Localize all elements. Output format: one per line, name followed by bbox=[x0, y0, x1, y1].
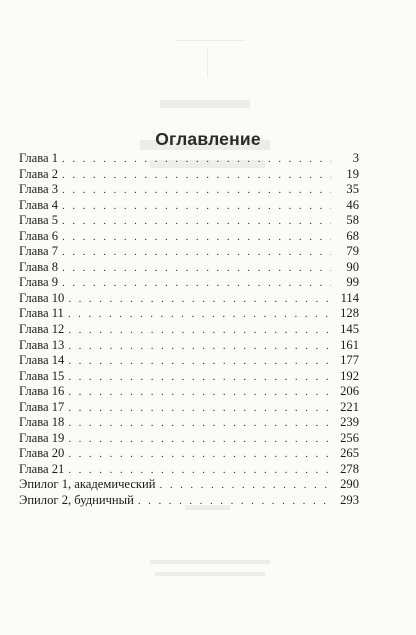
toc-entry-label: Глава 14 bbox=[19, 353, 65, 368]
page-title: Оглавление bbox=[155, 128, 261, 149]
toc-entry-label: Глава 12 bbox=[19, 322, 65, 337]
toc-entry-page-number: 3 bbox=[352, 151, 359, 165]
toc-entry-label: Глава 2 bbox=[19, 166, 59, 181]
toc-entry-page-number: 290 bbox=[340, 477, 359, 492]
table-of-contents bbox=[19, 151, 359, 509]
toc-entry bbox=[19, 260, 359, 276]
toc-entry-page-number: 19 bbox=[346, 166, 359, 181]
toc-entry bbox=[19, 229, 359, 245]
toc-entry-page-number: 35 bbox=[346, 182, 359, 197]
dot-leader bbox=[62, 230, 331, 246]
toc-entry-label: Эпилог 2, будничный bbox=[19, 493, 134, 508]
toc-entry bbox=[19, 182, 359, 198]
toc-entry-page-number: 145 bbox=[340, 322, 359, 337]
toc-entry bbox=[19, 322, 359, 338]
toc-entry-label: Глава 8 bbox=[19, 259, 59, 274]
dot-leader bbox=[62, 152, 331, 168]
toc-entry-label: Глава 3 bbox=[19, 182, 59, 197]
toc-entry-label: Глава 6 bbox=[19, 228, 59, 243]
dot-leader bbox=[68, 292, 331, 308]
dot-leader bbox=[62, 276, 331, 292]
toc-entry bbox=[19, 275, 359, 291]
toc-entry-label: Глава 11 bbox=[19, 306, 64, 321]
toc-entry bbox=[19, 213, 359, 229]
toc-entry bbox=[19, 431, 359, 447]
toc-entry-label: Эпилог 1, академический bbox=[19, 477, 156, 492]
toc-entry-page-number: 46 bbox=[346, 197, 359, 212]
dot-leader bbox=[68, 339, 331, 355]
dot-leader bbox=[68, 323, 331, 339]
toc-entry-label: Глава 4 bbox=[19, 197, 59, 212]
toc-entry-page-number: 128 bbox=[340, 306, 359, 321]
bleed-through-mark bbox=[160, 100, 250, 108]
toc-entry bbox=[19, 446, 359, 462]
toc-entry-page-number: 239 bbox=[340, 415, 359, 430]
toc-entry-page-number: 265 bbox=[340, 446, 359, 461]
dot-leader bbox=[62, 199, 331, 215]
toc-entry-label: Глава 9 bbox=[19, 275, 59, 290]
dot-leader bbox=[62, 183, 331, 199]
dot-leader bbox=[68, 463, 331, 479]
toc-entry-label: Глава 1 bbox=[19, 151, 59, 165]
bleed-through-mark bbox=[155, 572, 265, 576]
bleed-through-mark bbox=[150, 560, 270, 564]
toc-entry-label: Глава 15 bbox=[19, 368, 65, 383]
toc-entry-label: Глава 16 bbox=[19, 384, 65, 399]
toc-entry-page-number: 58 bbox=[346, 213, 359, 228]
toc-entry-page-number: 221 bbox=[340, 399, 359, 414]
toc-entry-page-number: 192 bbox=[340, 368, 359, 383]
toc-entry-page-number: 177 bbox=[340, 353, 359, 368]
toc-entry bbox=[19, 400, 359, 416]
dot-leader bbox=[62, 168, 331, 184]
toc-entry bbox=[19, 369, 359, 385]
toc-entry-label: Глава 18 bbox=[19, 415, 65, 430]
toc-entry-page-number: 79 bbox=[346, 244, 359, 259]
toc-entry bbox=[19, 244, 359, 260]
toc-entry-label: Глава 5 bbox=[19, 213, 59, 228]
dot-leader bbox=[68, 401, 331, 417]
dot-leader bbox=[68, 416, 331, 432]
toc-entry-label: Глава 21 bbox=[19, 461, 65, 476]
toc-entry bbox=[19, 415, 359, 431]
dot-leader bbox=[68, 447, 331, 463]
toc-entry-page-number: 161 bbox=[340, 337, 359, 352]
dot-leader bbox=[138, 494, 331, 510]
dot-leader bbox=[68, 370, 331, 386]
bleed-through-mark bbox=[207, 48, 208, 78]
toc-entry bbox=[19, 462, 359, 478]
toc-entry-page-number: 206 bbox=[340, 384, 359, 399]
dot-leader bbox=[62, 214, 331, 230]
toc-entry bbox=[19, 477, 359, 493]
dot-leader bbox=[62, 245, 331, 261]
dot-leader bbox=[68, 385, 331, 401]
toc-entry bbox=[19, 198, 359, 214]
toc-entry-page-number: 114 bbox=[340, 290, 359, 305]
dot-leader bbox=[68, 307, 331, 323]
toc-entry-page-number: 90 bbox=[346, 259, 359, 274]
toc-entry-label: Глава 19 bbox=[19, 430, 65, 445]
toc-entry-label: Глава 20 bbox=[19, 446, 65, 461]
toc-entry-label: Глава 13 bbox=[19, 337, 65, 352]
toc-entry-page-number: 278 bbox=[340, 461, 359, 476]
dot-leader bbox=[68, 354, 331, 370]
toc-entry bbox=[19, 353, 359, 369]
toc-entry bbox=[19, 493, 359, 509]
toc-entry-label: Глава 17 bbox=[19, 399, 65, 414]
dot-leader bbox=[62, 261, 331, 277]
toc-entry-label: Глава 7 bbox=[19, 244, 59, 259]
toc-entry bbox=[19, 291, 359, 307]
toc-entry bbox=[19, 384, 359, 400]
toc-entry-page-number: 293 bbox=[340, 493, 359, 508]
dot-leader bbox=[160, 478, 331, 494]
dot-leader bbox=[68, 432, 331, 448]
toc-entry-page-number: 256 bbox=[340, 430, 359, 445]
bleed-through-mark bbox=[175, 40, 245, 41]
toc-entry-page-number: 99 bbox=[346, 275, 359, 290]
toc-entry-page-number: 68 bbox=[346, 228, 359, 243]
toc-entry-label: Глава 10 bbox=[19, 290, 65, 305]
toc-entry bbox=[19, 338, 359, 354]
toc-entry bbox=[19, 151, 359, 167]
toc-entry bbox=[19, 167, 359, 183]
toc-entry bbox=[19, 306, 359, 322]
